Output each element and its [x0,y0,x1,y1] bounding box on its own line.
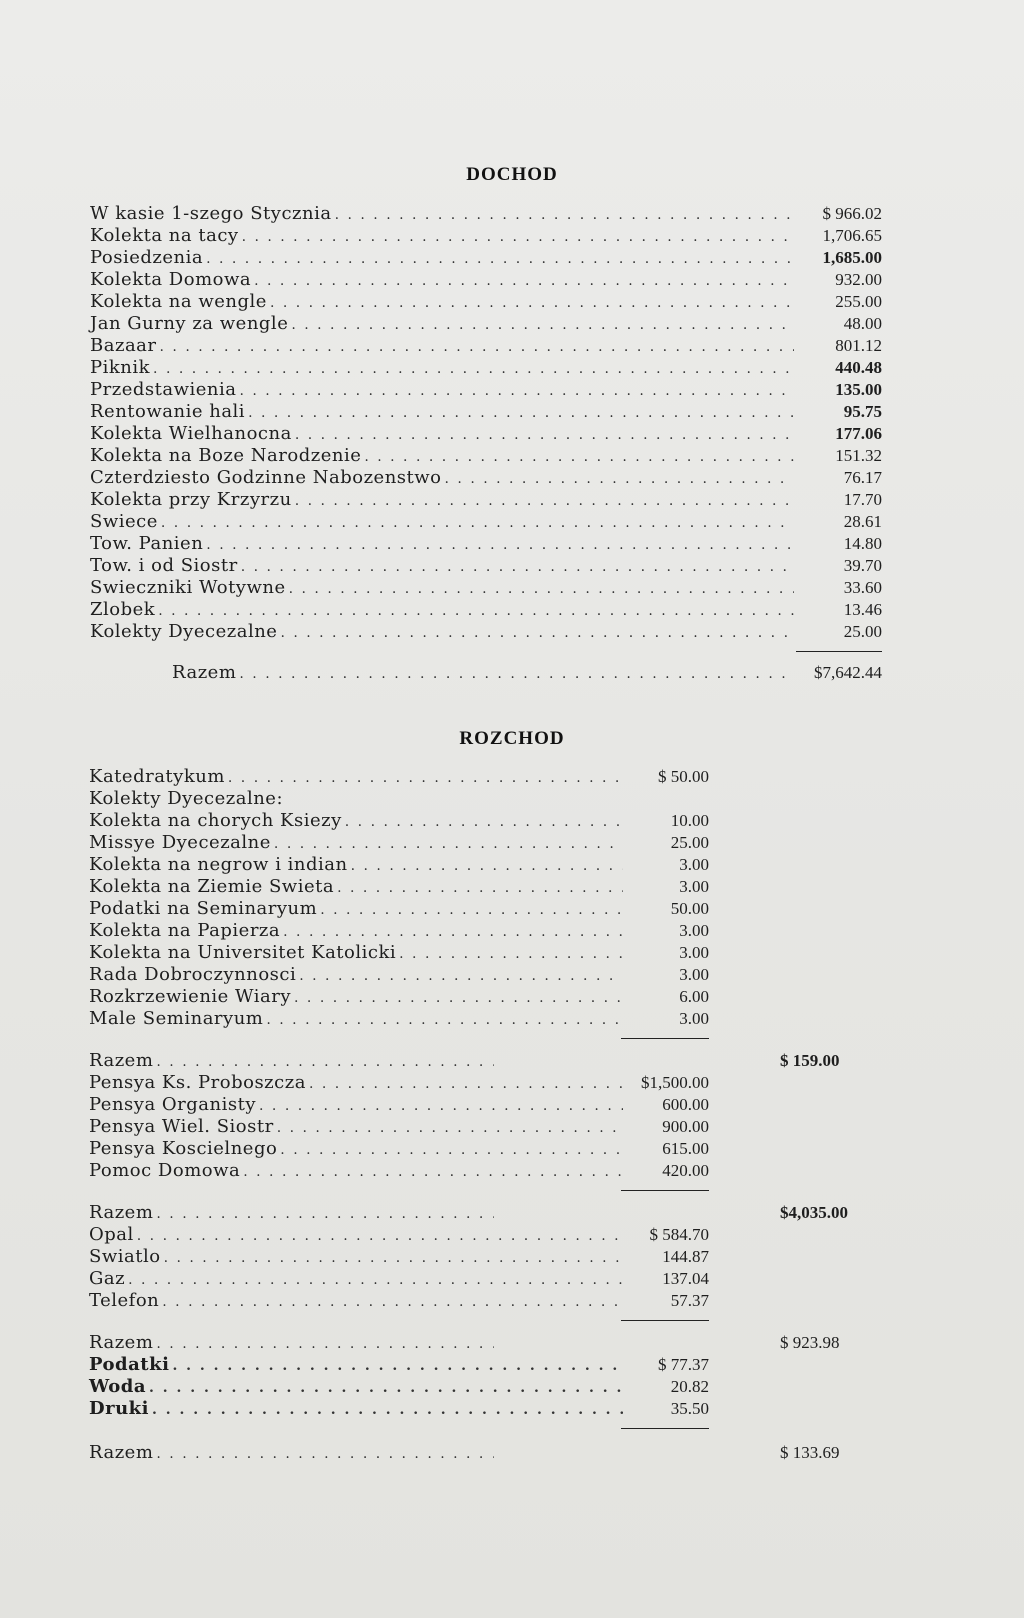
income-label: Tow. i od Siostr [90,555,238,576]
income-row [90,225,882,247]
income-row [90,379,882,401]
expense-row [89,1072,709,1094]
expense-amount: $ 584.70 [649,1225,709,1244]
income-label: Swieczniki Wotywne [90,577,286,598]
expense-label: Pensya Organisty [89,1094,257,1115]
expense-row [89,766,709,788]
subtotal-row [89,1202,494,1224]
expense-amount: 3.00 [679,877,709,896]
kolekty-subheading: Kolekty Dyecezalne: [89,788,284,809]
subtotal-amount: $4,035.00 [780,1203,848,1222]
income-amount: 76.17 [843,468,882,487]
expense-amount: 6.00 [679,987,709,1006]
income-amount: 1,706.65 [822,226,882,245]
income-row [90,313,882,335]
expense-label: Kolekta na Papierza [89,920,281,941]
subtotal-row [89,1050,494,1072]
expense-amount: 3.00 [679,965,709,984]
expense-amount: 57.37 [670,1291,709,1310]
expense-label: Kolekta na negrow i indian [89,854,348,875]
expense-label: Woda [89,1376,147,1397]
income-amount: 48.00 [843,314,882,333]
subtotal-row [89,1442,494,1464]
income-amount: 440.48 [835,358,882,377]
income-amount: 14.80 [843,534,882,553]
expense-amount: 3.00 [679,921,709,940]
expense-row [89,1116,709,1138]
sum-rule [621,1428,709,1429]
expense-label: Missye Dyecezalne [89,832,271,853]
expense-amount: 137.04 [662,1269,709,1288]
income-amount: 13.46 [843,600,882,619]
income-row [90,291,882,313]
expense-amount: 25.00 [670,833,709,852]
sum-rule [621,1190,709,1191]
income-label: Przedstawienia [90,379,237,400]
expense-row [89,1224,709,1246]
income-label: Kolekta na wengle [90,291,267,312]
expense-label: Opal [89,1224,134,1245]
rozchod-heading: ROZCHOD [459,728,565,749]
income-amount: 135.00 [835,380,882,399]
income-label: Kolekta Domowa [90,269,252,290]
expense-row [89,964,709,986]
expense-row [89,1138,709,1160]
subtotal-label: Razem [89,1050,154,1071]
expense-amount: $1,500.00 [641,1073,709,1092]
income-row [90,621,882,643]
subtotal-label: Razem [89,1202,154,1223]
income-amount: 151.32 [835,446,882,465]
income-row [90,401,882,423]
expense-amount: 35.50 [670,1399,709,1418]
expense-label: Rozkrzewienie Wiary [89,986,292,1007]
expense-label: Pensya Ks. Proboszcza [89,1072,306,1093]
expense-amount: 615.00 [662,1139,709,1158]
expense-label: Telefon [89,1290,160,1311]
expense-label: Swiatlo [89,1246,161,1267]
income-total-amount: $7,642.44 [814,663,882,682]
income-row [90,357,882,379]
income-amount: 28.61 [843,512,882,531]
income-row [90,269,882,291]
expense-row [89,876,709,898]
income-row [90,533,882,555]
subtotal-label: Razem [89,1442,154,1463]
income-amount: $ 966.02 [822,204,882,223]
expense-amount: 3.00 [679,943,709,962]
expense-label: Pomoc Domowa [89,1160,241,1181]
income-label: Rentowanie hali [90,401,246,422]
income-row [90,577,882,599]
expense-amount: 10.00 [670,811,709,830]
expense-label: Rada Dobroczynnosci [89,964,297,985]
income-label: Piknik [90,357,151,378]
expense-label: Male Seminaryum [89,1008,264,1029]
income-amount: 95.75 [843,402,882,421]
expense-row [89,920,709,942]
income-label: Czterdziesto Godzinne Nabozenstwo [90,467,442,488]
subtotal-amount: $ 133.69 [780,1443,840,1462]
expense-row [89,1398,709,1420]
income-total-row [172,662,882,684]
expense-row [89,854,709,876]
expense-row [89,1160,709,1182]
expense-row [89,1290,709,1312]
expense-label: Katedratykum [89,766,225,787]
expense-row [89,1376,709,1398]
income-row [90,467,882,489]
expense-label: Pensya Wiel. Siostr [89,1116,274,1137]
expense-row [89,1094,709,1116]
income-row [90,203,882,225]
income-row [90,599,882,621]
income-label: Jan Gurny za wengle [90,313,289,334]
income-amount: 25.00 [843,622,882,641]
income-row [90,511,882,533]
income-amount: 177.06 [835,424,882,443]
subtotal-amount: $ 923.98 [780,1333,840,1352]
expense-amount: 50.00 [670,899,709,918]
expense-row [89,942,709,964]
dochod-heading: DOCHOD [466,164,558,185]
expense-amount: 420.00 [662,1161,709,1180]
expense-label: Druki [89,1398,149,1419]
expense-row [89,1354,709,1376]
sum-rule [621,1320,709,1321]
income-amount: 33.60 [843,578,882,597]
income-row [90,247,882,269]
income-label: Bazaar [90,335,157,356]
expense-label: Podatki na Seminaryum [89,898,318,919]
expense-amount: $ 77.37 [658,1355,709,1374]
income-row [90,555,882,577]
income-amount: 932.00 [835,270,882,289]
expense-amount: 20.82 [670,1377,709,1396]
income-label: Swiece [90,511,158,532]
income-label: Kolekta na tacy [90,225,239,246]
income-amount: 39.70 [843,556,882,575]
income-row [90,445,882,467]
expense-label: Podatki [89,1354,170,1375]
income-row [90,489,882,511]
income-amount: 1,685.00 [822,248,882,267]
subtotal-amount: $ 159.00 [780,1051,840,1070]
expense-row [89,832,709,854]
sum-rule [621,1038,709,1039]
expense-label: Pensya Koscielnego [89,1138,278,1159]
income-amount: 17.70 [843,490,882,509]
income-label: Posiedzenia [90,247,204,268]
subtotal-row [89,1332,494,1354]
income-amount: 801.12 [835,336,882,355]
expense-label: Kolekta na Ziemie Swieta [89,876,335,897]
expense-row [89,898,709,920]
income-label: Kolekta na Boze Narodzenie [90,445,362,466]
expense-amount: $ 50.00 [658,767,709,786]
expense-amount: 144.87 [662,1247,709,1266]
expense-row [89,1268,709,1290]
expense-row [89,810,709,832]
expense-amount: 3.00 [679,1009,709,1028]
income-label: Zlobek [90,599,156,620]
income-row [90,423,882,445]
income-label: Tow. Panien [90,533,204,554]
expense-row [89,1008,709,1030]
income-label: Kolekty Dyecezalne [90,621,278,642]
expense-label: Kolekta na Universitet Katolicki [89,942,397,963]
expense-label: Kolekta na chorych Ksiezy [89,810,342,831]
expense-row [89,1246,709,1268]
income-total-label: Razem [172,662,237,683]
expense-amount: 600.00 [662,1095,709,1114]
subtotal-label: Razem [89,1332,154,1353]
expense-row [89,986,709,1008]
sum-rule [796,651,882,652]
income-amount: 255.00 [835,292,882,311]
expense-label: Gaz [89,1268,126,1289]
income-row [90,335,882,357]
expense-amount: 900.00 [662,1117,709,1136]
income-label: Kolekta przy Krzyrzu [90,489,292,510]
expense-amount: 3.00 [679,855,709,874]
income-label: Kolekta Wielhanocna [90,423,292,444]
income-label: W kasie 1-szego Stycznia [90,203,332,224]
